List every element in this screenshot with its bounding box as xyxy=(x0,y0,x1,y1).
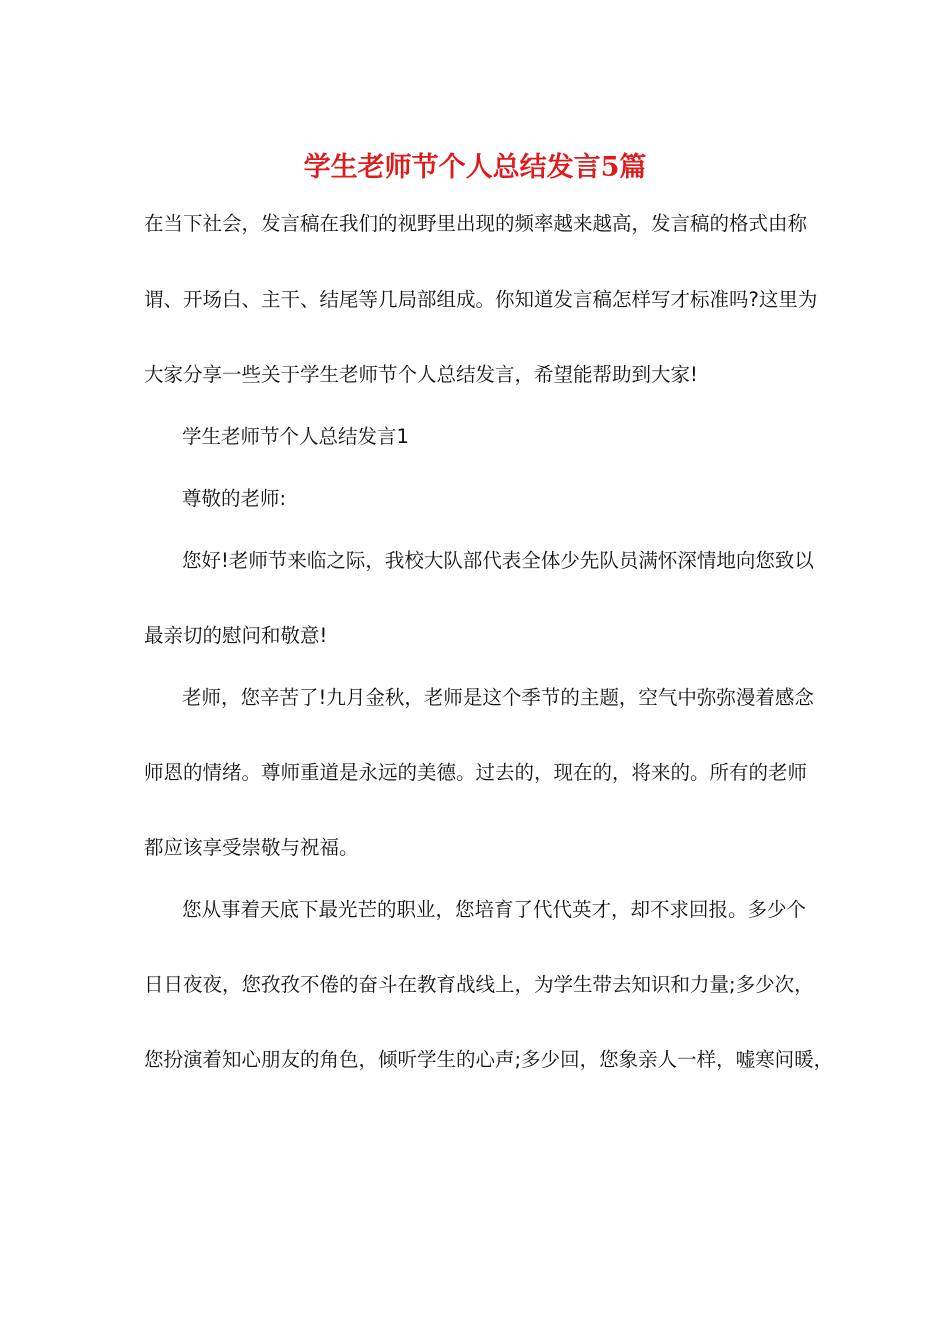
salutation: 尊敬的老师: xyxy=(182,487,287,510)
paragraph-line: 大家分享一些关于学生老师节个人总结发言，希望能帮助到大家! xyxy=(144,363,698,386)
paragraph-line: 在当下社会，发言稿在我们的视野里出现的频率越来越高，发言稿的格式由称 xyxy=(144,212,808,235)
paragraph-line: 师恩的情绪。尊师重道是永远的美德。过去的，现在的，将来的。所有的老师 xyxy=(144,761,808,784)
paragraph-line: 日日夜夜，您孜孜不倦的奋斗在教育战线上，为学生带去知识和力量;多少次， xyxy=(144,973,814,996)
paragraph-line: 最亲切的慰问和敬意! xyxy=(144,624,328,647)
document-title: 学生老师节个人总结发言5篇 xyxy=(303,152,647,183)
paragraph-line: 谓、开场白、主干、结尾等几局部组成。你知道发言稿怎样写才标准吗?这里为 xyxy=(144,288,818,311)
paragraph-line: 您从事着天底下最光芒的职业，您培育了代代英才，却不求回报。多少个 xyxy=(182,898,807,921)
paragraph-line: 老师，您辛苦了!九月金秋，老师是这个季节的主题，空气中弥弥漫着感念 xyxy=(182,686,814,709)
paragraph-line: 您扮演着知心朋友的角色，倾听学生的心声;多少回，您象亲人一样，嘘寒问暖， xyxy=(144,1048,834,1071)
paragraph-line: 您好!老师节来临之际，我校大队部代表全体少先队员满怀深情地向您致以 xyxy=(182,549,814,572)
section-heading: 学生老师节个人总结发言1 xyxy=(182,425,409,448)
paragraph-line: 都应该享受崇敬与祝福。 xyxy=(144,836,359,859)
